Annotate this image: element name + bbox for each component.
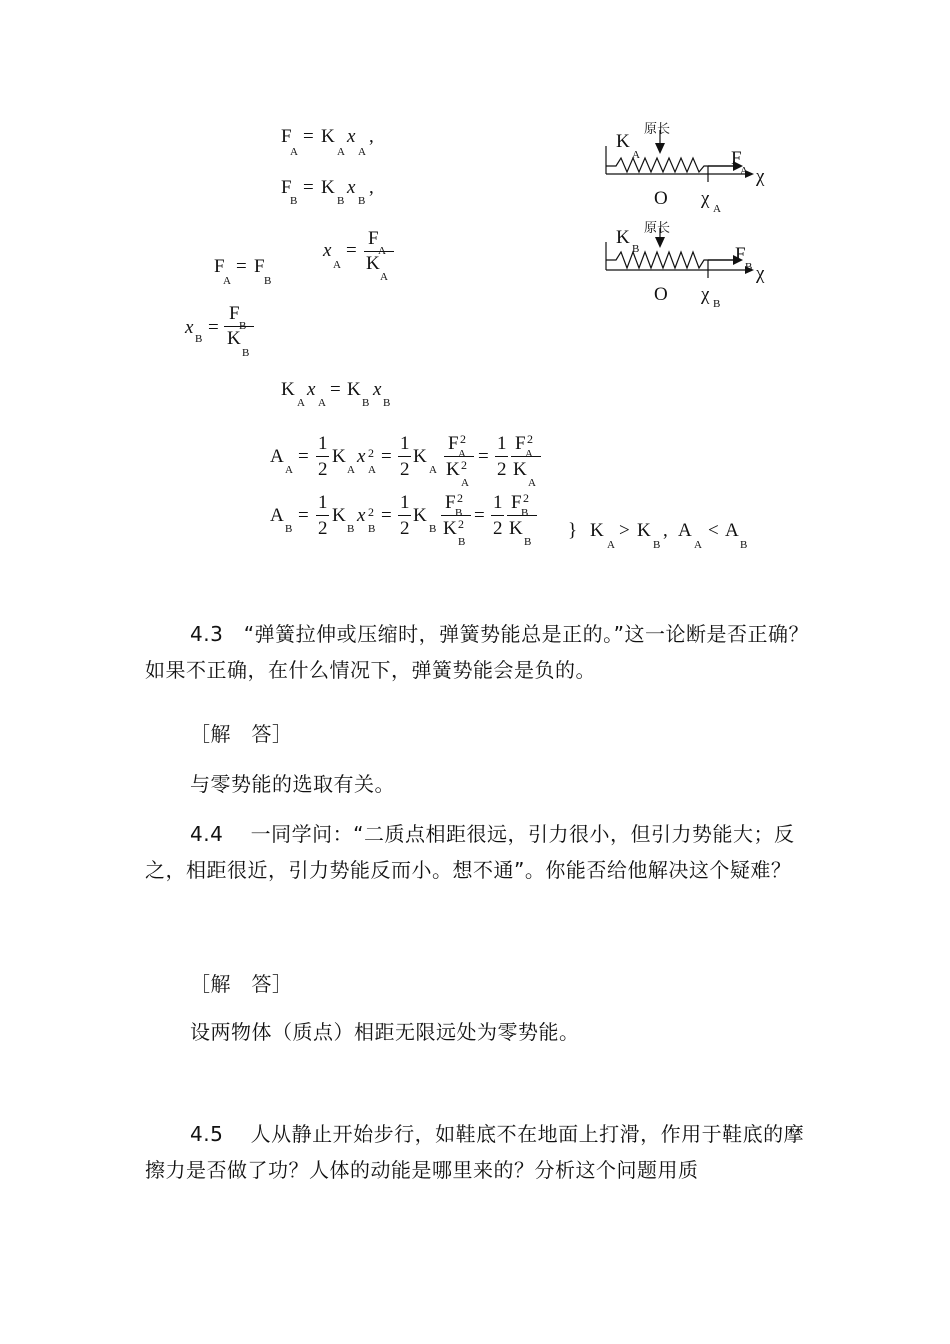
force-label: F bbox=[731, 148, 742, 169]
fraction-bar bbox=[316, 515, 329, 516]
numerator-one: 1 bbox=[318, 433, 328, 454]
sub-a: A bbox=[429, 464, 437, 476]
denominator-two: 2 bbox=[318, 459, 328, 480]
sub-b: B bbox=[358, 195, 366, 207]
k-symbol: K bbox=[590, 520, 604, 541]
f-symbol: F bbox=[445, 492, 456, 513]
force-sub: A bbox=[740, 165, 748, 177]
spring-label-k: K bbox=[616, 131, 630, 152]
origin-label: O bbox=[654, 188, 668, 209]
sub-a: A bbox=[347, 464, 355, 476]
sub-a: A bbox=[458, 448, 466, 460]
comma: , bbox=[369, 126, 374, 147]
f-symbol: F bbox=[254, 256, 265, 277]
displacement-label: χ bbox=[701, 284, 710, 305]
spring-label-sub: A bbox=[632, 149, 640, 161]
squared: 2 bbox=[368, 505, 374, 519]
f-symbol: F bbox=[515, 433, 526, 454]
k-symbol: K bbox=[446, 459, 460, 480]
sub-a: A bbox=[290, 146, 298, 158]
k-symbol: K bbox=[509, 518, 523, 539]
k-symbol: K bbox=[332, 505, 346, 526]
k-symbol: K bbox=[637, 520, 651, 541]
k-symbol: K bbox=[321, 126, 335, 147]
numerator-one: 1 bbox=[318, 492, 328, 513]
squared: 2 bbox=[368, 446, 374, 460]
equals: = bbox=[474, 505, 485, 526]
greater-than: > bbox=[619, 520, 630, 541]
k-symbol: K bbox=[332, 446, 346, 467]
f-symbol: F bbox=[368, 228, 379, 249]
sub-a: A bbox=[694, 539, 702, 551]
sub-a: A bbox=[525, 448, 533, 460]
equals: = bbox=[236, 256, 247, 277]
original-length-label: 原长 bbox=[644, 221, 671, 236]
sub-b: B bbox=[429, 523, 437, 535]
sub-b: B bbox=[239, 320, 247, 332]
squared: 2 bbox=[527, 432, 533, 446]
equals: = bbox=[298, 505, 309, 526]
f-symbol: F bbox=[214, 256, 225, 277]
sub-a: A bbox=[528, 477, 536, 489]
fraction-bar bbox=[224, 326, 254, 327]
x-symbol: x bbox=[347, 126, 356, 147]
fraction-bar bbox=[511, 456, 541, 457]
fraction-bar bbox=[364, 251, 394, 252]
sub-b: B bbox=[458, 536, 466, 548]
sub-b: B bbox=[347, 523, 355, 535]
fraction-bar bbox=[398, 456, 411, 457]
k-symbol: K bbox=[513, 459, 527, 480]
spring-label-k: K bbox=[616, 227, 630, 248]
squared: 2 bbox=[457, 491, 463, 505]
equals: = bbox=[346, 240, 357, 261]
k-symbol: K bbox=[413, 505, 427, 526]
k-symbol: K bbox=[347, 379, 361, 400]
sub-b: B bbox=[242, 347, 250, 359]
sub-b: B bbox=[264, 275, 272, 287]
sub-b: B bbox=[362, 397, 370, 409]
sub-b: B bbox=[521, 507, 529, 519]
fraction-bar bbox=[495, 456, 508, 457]
x-symbol: x bbox=[323, 240, 332, 261]
answer-4-4: 设两物体（质点）相距无限远处为零势能。 bbox=[190, 1020, 580, 1044]
displacement-label: χ bbox=[701, 188, 710, 209]
sub-a: A bbox=[285, 464, 293, 476]
equals: = bbox=[303, 177, 314, 198]
displacement-sub: B bbox=[713, 298, 721, 310]
f-symbol: F bbox=[448, 433, 459, 454]
answer-label-4-3: ［解 答］ bbox=[190, 722, 293, 746]
less-than: < bbox=[708, 520, 719, 541]
sub-b: B bbox=[455, 507, 463, 519]
x-symbol: x bbox=[357, 505, 366, 526]
numerator-one: 1 bbox=[493, 492, 503, 513]
sub-a: A bbox=[461, 477, 469, 489]
equals: = bbox=[478, 446, 489, 467]
equals: = bbox=[381, 446, 392, 467]
sub-b: B bbox=[368, 523, 376, 535]
k-symbol: K bbox=[443, 518, 457, 539]
fraction-bar bbox=[444, 456, 474, 457]
x-symbol: x bbox=[185, 317, 194, 338]
f-symbol: F bbox=[281, 126, 292, 147]
sub-b: B bbox=[740, 539, 748, 551]
k-symbol: K bbox=[227, 328, 241, 349]
a-symbol: A bbox=[678, 520, 692, 541]
denominator-two: 2 bbox=[400, 459, 410, 480]
fraction-bar bbox=[441, 515, 471, 516]
squared: 2 bbox=[523, 491, 529, 505]
force-label: F bbox=[735, 244, 746, 265]
answer-4-3: 与零势能的选取有关。 bbox=[190, 772, 395, 796]
equals: = bbox=[303, 126, 314, 147]
numerator-one: 1 bbox=[400, 492, 410, 513]
fraction-bar bbox=[316, 456, 329, 457]
equals: = bbox=[208, 317, 219, 338]
x-symbol: x bbox=[357, 446, 366, 467]
f-symbol: F bbox=[229, 303, 240, 324]
sub-a: A bbox=[223, 275, 231, 287]
sub-b: B bbox=[337, 195, 345, 207]
sub-b: B bbox=[290, 195, 298, 207]
sub-b: B bbox=[285, 523, 293, 535]
sub-a: A bbox=[333, 259, 341, 271]
brace: } bbox=[568, 520, 578, 541]
axis-label-chi: χ bbox=[756, 263, 765, 284]
displacement-sub: A bbox=[713, 203, 721, 215]
spring-label-sub: B bbox=[632, 243, 640, 255]
fraction-bar bbox=[491, 515, 504, 516]
squared: 2 bbox=[460, 432, 466, 446]
denominator-two: 2 bbox=[318, 518, 328, 539]
k-symbol: K bbox=[366, 253, 380, 274]
original-length-label: 原长 bbox=[644, 122, 671, 137]
answer-label-4-4: ［解 答］ bbox=[190, 972, 293, 996]
denominator-two: 2 bbox=[497, 459, 507, 480]
x-symbol: x bbox=[373, 379, 382, 400]
sub-a: A bbox=[337, 146, 345, 158]
k-symbol: K bbox=[281, 379, 295, 400]
k-symbol: K bbox=[321, 177, 335, 198]
denominator-two: 2 bbox=[400, 518, 410, 539]
x-symbol: x bbox=[307, 379, 316, 400]
sub-a: A bbox=[318, 397, 326, 409]
squared: 2 bbox=[461, 458, 467, 472]
axis-label-chi: χ bbox=[756, 166, 765, 187]
squared: 2 bbox=[458, 517, 464, 531]
sub-b: B bbox=[653, 539, 661, 551]
k-symbol: K bbox=[413, 446, 427, 467]
sub-a: A bbox=[607, 539, 615, 551]
sub-a: A bbox=[378, 245, 386, 257]
question-4-3: 4.3 “弹簧拉伸或压缩时，弹簧势能总是正的。”这一论断是否正确？如果不正确，在什么情况下，弹簧势能会是负的。 bbox=[145, 622, 810, 682]
sub-a: A bbox=[297, 397, 305, 409]
x-symbol: x bbox=[347, 177, 356, 198]
sub-a: A bbox=[380, 271, 388, 283]
comma: , bbox=[663, 520, 668, 541]
sub-b: B bbox=[195, 333, 203, 345]
numerator-one: 1 bbox=[497, 433, 507, 454]
question-4-4: 4.4 一同学问：“二质点相距很远，引力很小，但引力势能大；反之，相距很近，引力势能反而小。想不通”。你能否给他解决这个疑难？ bbox=[145, 822, 795, 882]
sub-a: A bbox=[368, 464, 376, 476]
equals: = bbox=[298, 446, 309, 467]
sub-a: A bbox=[358, 146, 366, 158]
a-symbol: A bbox=[270, 505, 284, 526]
denominator-two: 2 bbox=[493, 518, 503, 539]
question-4-5: 4.5 人从静止开始步行，如鞋底不在地面上打滑，作用于鞋底的摩擦力是否做了功？人体的动能是哪里来的？分析这个问题用质 bbox=[145, 1122, 805, 1182]
f-symbol: F bbox=[511, 492, 522, 513]
comma: , bbox=[369, 177, 374, 198]
numerator-one: 1 bbox=[400, 433, 410, 454]
sub-b: B bbox=[524, 536, 532, 548]
a-symbol: A bbox=[270, 446, 284, 467]
fraction-bar bbox=[507, 515, 537, 516]
equals: = bbox=[330, 379, 341, 400]
fraction-bar bbox=[398, 515, 411, 516]
f-symbol: F bbox=[281, 177, 292, 198]
a-symbol: A bbox=[725, 520, 739, 541]
force-sub: B bbox=[745, 261, 753, 273]
origin-label: O bbox=[654, 284, 668, 305]
sub-b: B bbox=[383, 397, 391, 409]
equals: = bbox=[381, 505, 392, 526]
